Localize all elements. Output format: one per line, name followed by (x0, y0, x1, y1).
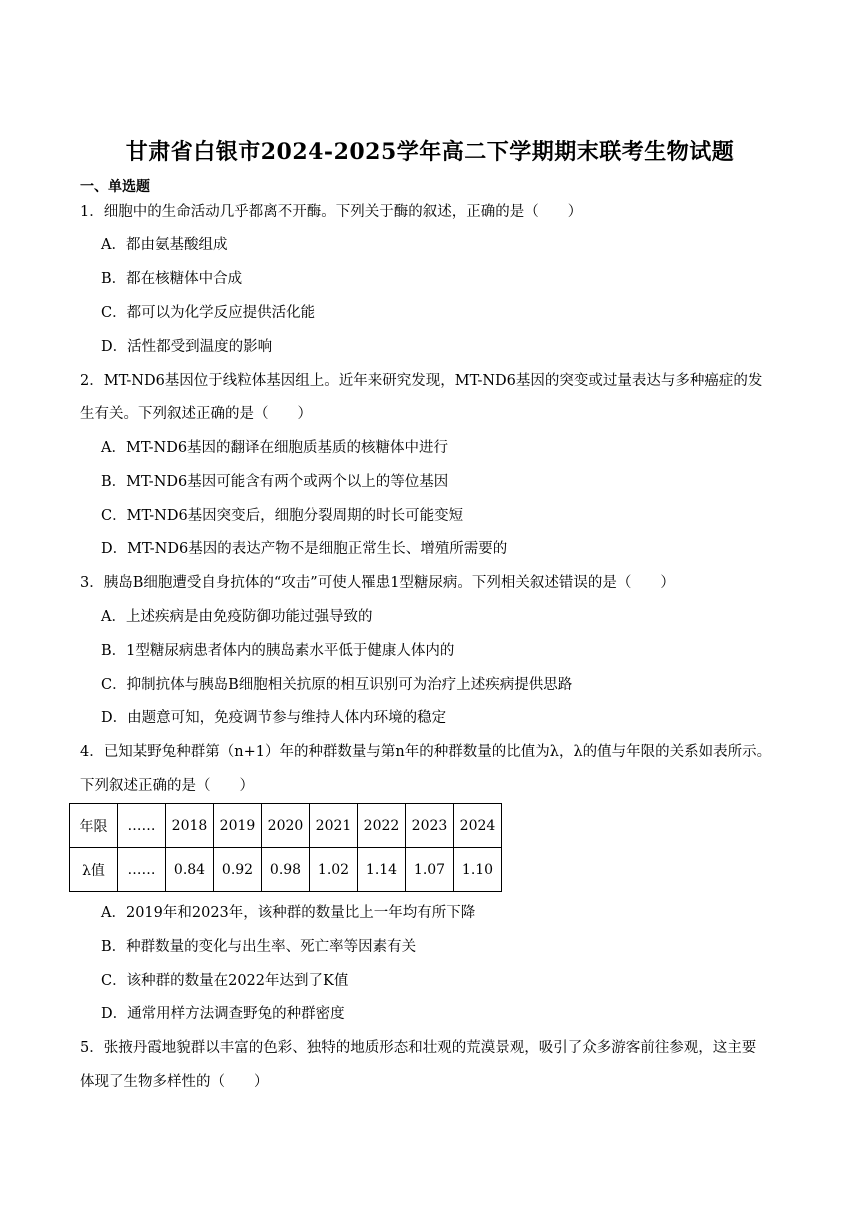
question-3-option-d: D．由题意可知，免疫调节参与维持人体内环境的稳定 (101, 710, 447, 726)
table-cell: 0.98 (262, 848, 310, 892)
question-2-option-a: A．MT-ND6基因的翻译在细胞质基质的核糖体中进行 (101, 440, 449, 456)
lambda-table (69, 803, 502, 892)
question-2-option-d: D．MT-ND6基因的表达产物不是细胞正常生长、增殖所需要的 (101, 541, 508, 557)
table-cell: 1.14 (358, 848, 406, 892)
question-2-stem-line-1: 2．MT-ND6基因位于线粒体基因组上。近年来研究发现，MT-ND6基因的突变或过量表达与多种癌症的发 (80, 373, 763, 389)
table-cell: 年限 (70, 804, 118, 848)
question-4-stem-line-1: 4．已知某野兔种群第（n+1）年的种群数量与第n年的种群数量的比值为λ，λ的值与年限的关系如表所示。 (80, 744, 772, 760)
table-cell: λ值 (70, 848, 118, 892)
question-5-stem-line-1: 5．张掖丹霞地貌群以丰富的色彩、独特的地质形态和壮观的荒漠景观，吸引了众多游客前往参观，这主要 (80, 1040, 757, 1056)
table-cell: 2019 (214, 804, 262, 848)
question-3-option-a: A．上述疾病是由免疫防御功能过强导致的 (101, 609, 373, 625)
table-cell: 2021 (310, 804, 358, 848)
question-3-stem: 3．胰岛B细胞遭受自身抗体的“攻击”可使人罹患1型糖尿病。下列相关叙述错误的是（ ） (80, 575, 675, 591)
question-4-stem-line-2: 下列叙述正确的是（ ） (80, 778, 254, 794)
question-2-stem-line-2: 生有关。下列叙述正确的是（ ） (80, 406, 312, 422)
table-cell: 2018 (166, 804, 214, 848)
table-cell: …… (118, 804, 166, 848)
table-cell: 2022 (358, 804, 406, 848)
question-4-option-d: D．通常用样方法调查野兔的种群密度 (101, 1006, 345, 1022)
table-cell: …… (118, 848, 166, 892)
question-3-option-b: B．1型糖尿病患者体内的胰岛素水平低于健康人体内的 (101, 643, 455, 659)
table-cell: 1.10 (454, 848, 502, 892)
table-cell: 2023 (406, 804, 454, 848)
question-2-option-c: C．MT-ND6基因突变后，细胞分裂周期的时长可能变短 (101, 508, 464, 524)
table-cell: 2020 (262, 804, 310, 848)
question-2-option-b: B．MT-ND6基因可能含有两个或两个以上的等位基因 (101, 474, 449, 490)
question-4-option-b: B．种群数量的变化与出生率、死亡率等因素有关 (101, 939, 417, 955)
table-cell: 2024 (454, 804, 502, 848)
question-1-option-c: C．都可以为化学反应提供活化能 (101, 305, 316, 321)
table-row (70, 848, 502, 892)
table-row (70, 804, 502, 848)
page-title: 甘肃省白银市2024-2025学年高二下学期期末联考生物试题 (125, 139, 735, 165)
section-heading: 一、单选题 (80, 179, 150, 195)
table-cell: 0.92 (214, 848, 262, 892)
table-cell: 0.84 (166, 848, 214, 892)
table-cell: 1.02 (310, 848, 358, 892)
question-1-option-d: D．活性都受到温度的影响 (101, 339, 273, 355)
question-1-stem: 1．细胞中的生命活动几乎都离不开酶。下列关于酶的叙述，正确的是（ ） (80, 204, 583, 220)
question-4-option-a: A．2019年和2023年，该种群的数量比上一年均有所下降 (101, 905, 476, 921)
question-1-option-b: B．都在核糖体中合成 (101, 271, 243, 287)
question-3-option-c: C．抑制抗体与胰岛B细胞相关抗原的相互识别可为治疗上述疾病提供思路 (101, 677, 573, 693)
question-5-stem-line-2: 体现了生物多样性的（ ） (80, 1074, 269, 1090)
question-4-option-c: C．该种群的数量在2022年达到了K值 (101, 973, 349, 989)
table-cell: 1.07 (406, 848, 454, 892)
question-1-option-a: A．都由氨基酸组成 (101, 237, 228, 253)
